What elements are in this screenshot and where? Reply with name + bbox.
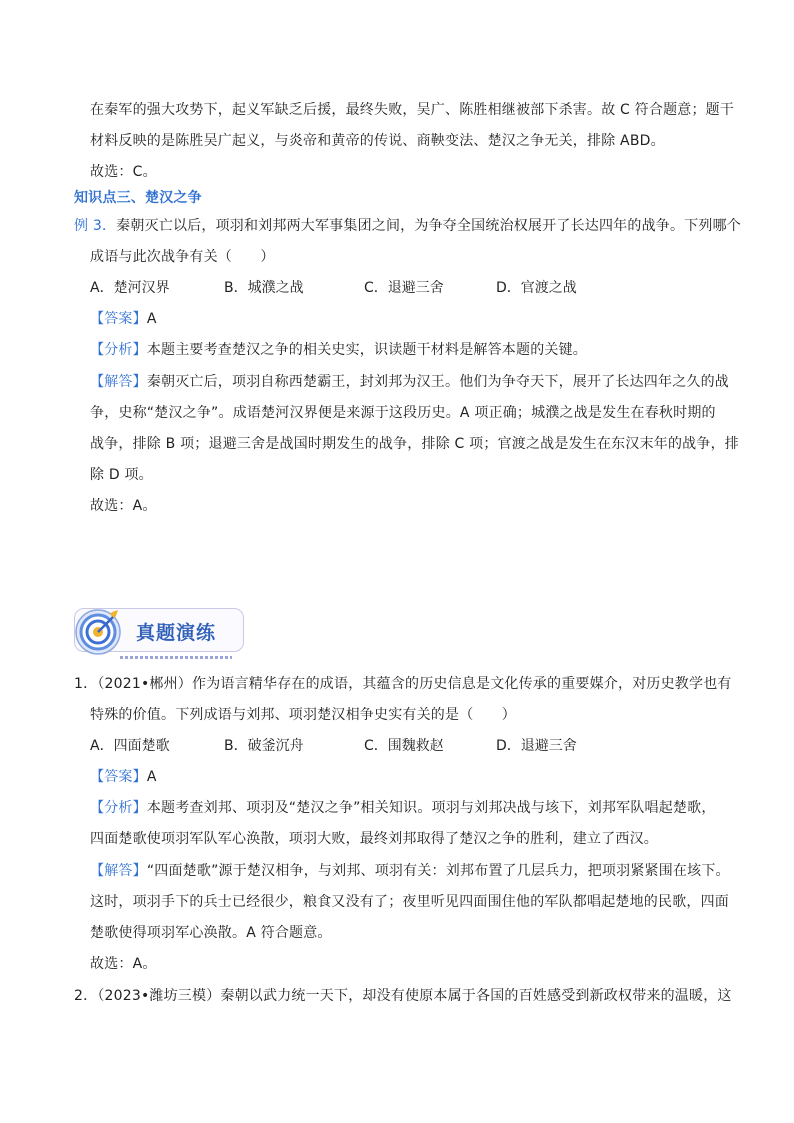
banner-underline bbox=[120, 656, 232, 659]
option-b: B．城濮之战 bbox=[224, 280, 304, 296]
option-c: C．退避三舍 bbox=[364, 280, 444, 296]
choose-line: 故选：A。 bbox=[90, 956, 157, 972]
solution-line bbox=[90, 861, 730, 881]
example-label: 例 3． bbox=[74, 218, 117, 234]
question-text: （2023•潍坊三模）秦朝以武力统一天下，却没有使原本属于各国的百姓感受到新政权带来的温暖，这 bbox=[97, 988, 732, 1004]
option-d: D．官渡之战 bbox=[496, 280, 577, 296]
example-3-question bbox=[74, 216, 741, 236]
question-number: 2． bbox=[74, 988, 98, 1004]
analysis-line bbox=[90, 798, 716, 818]
solution-text: 争，史称“楚汉之争”。成语楚河汉界便是来源于这段历史。A 项正确；城濮之战是发生在春秋时期的 bbox=[90, 405, 716, 421]
banner-title: 真题演练 bbox=[136, 622, 217, 644]
answer-tag: 【答案】 bbox=[90, 311, 147, 327]
option-b: B．破釜沉舟 bbox=[224, 738, 304, 754]
analysis-text: 四面楚歌使项羽军队军心涣散，项羽大败，最终刘邦取得了楚汉之争的胜利，建立了西汉。 bbox=[90, 831, 658, 847]
section-heading: 知识点三、楚汉之争 bbox=[74, 190, 202, 206]
solution-text: “四面楚歌”源于楚汉相争，与刘邦、项羽有关：刘邦布置了几层兵力，把项羽紧紧围在垓下。 bbox=[146, 863, 730, 879]
section-banner bbox=[70, 604, 246, 658]
solution-tag: 【解答】 bbox=[90, 374, 147, 390]
target-icon bbox=[70, 604, 126, 658]
option-c: C．围魏救赵 bbox=[364, 738, 444, 754]
solution-tag: 【解答】 bbox=[90, 863, 147, 879]
answer-tag: 【答案】 bbox=[90, 769, 147, 785]
question-text: 成语与此次战争有关（ ） bbox=[90, 249, 275, 265]
solution-text: 秦朝灭亡后，项羽自称西楚霸王，封刘邦为汉王。他们为争夺天下，展开了长达四年之久的战 bbox=[146, 374, 730, 390]
solution-line bbox=[90, 372, 729, 392]
question-2 bbox=[74, 986, 732, 1006]
question-text: 特殊的价值。下列成语与刘邦、项羽楚汉相争史实有关的是（ ） bbox=[90, 707, 516, 723]
question-text: （2021•郴州）作为语言精华存在的成语，其蕴含的历史信息是文化传承的重要媒介，对历史教学也有 bbox=[97, 676, 732, 692]
answer-value: A bbox=[146, 769, 157, 785]
question-1 bbox=[74, 674, 732, 694]
answer-line bbox=[90, 309, 157, 329]
solution-text: 除 D 项。 bbox=[90, 467, 153, 483]
analysis-tag: 【分析】 bbox=[90, 800, 147, 816]
solution-text: 战争，排除 B 项；退避三舍是战国时期发生的战争，排除 C 项；官渡之战是发生在东汉末年的战争，排 bbox=[90, 436, 739, 452]
solution-text: 这时，项羽手下的兵士已经很少，粮食又没有了；夜里听见四面围住他的军队都唱起楚地的民歌，四面 bbox=[90, 894, 729, 910]
choose-line: 故选：A。 bbox=[90, 498, 157, 514]
question-number: 1． bbox=[74, 676, 98, 692]
text-line: 故选：C。 bbox=[90, 164, 157, 180]
option-a: A．四面楚歌 bbox=[90, 738, 170, 754]
solution-text: 楚歌使得项羽军心涣散。A 符合题意。 bbox=[90, 925, 332, 941]
option-a: A．楚河汉界 bbox=[90, 280, 170, 296]
answer-line bbox=[90, 767, 157, 787]
analysis-line bbox=[90, 340, 587, 360]
answer-value: A bbox=[146, 311, 157, 327]
analysis-text: 本题考查刘邦、项羽及“楚汉之争”相关知识。项羽与刘邦决战与垓下，刘邦军队唱起楚歌， bbox=[146, 800, 716, 816]
question-text: 秦朝灭亡以后，项羽和刘邦两大军事集团之间，为争夺全国统治权展开了长达四年的战争。下列哪个 bbox=[116, 218, 741, 234]
analysis-text: 本题主要考查楚汉之争的相关史实，识读题干材料是解答本题的关键。 bbox=[146, 342, 588, 358]
analysis-tag: 【分析】 bbox=[90, 342, 147, 358]
text-line: 在秦军的强大攻势下，起义军缺乏后援，最终失败，吴广、陈胜相继被部下杀害。故 C 符合题意；题干 bbox=[90, 102, 735, 118]
text-line: 材料反映的是陈胜吴广起义，与炎帝和黄帝的传说、商鞅变法、楚汉之争无关，排除 ABD。 bbox=[90, 133, 665, 149]
option-d: D．退避三舍 bbox=[496, 738, 577, 754]
